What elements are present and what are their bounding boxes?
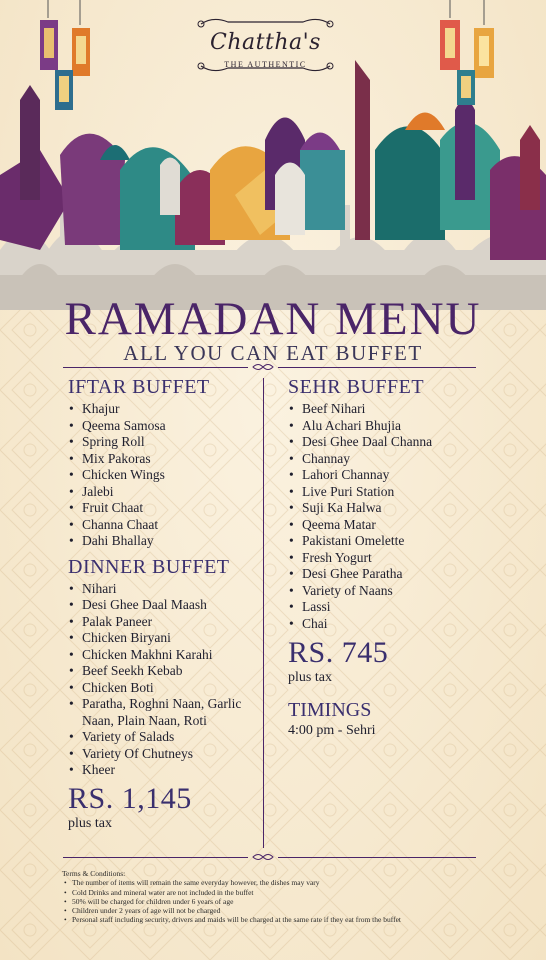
list-item: • Children under 2 years of age will not be charged bbox=[62, 906, 532, 915]
iftar-list bbox=[68, 401, 253, 550]
list-item: • Variety Of Chutneys bbox=[68, 746, 253, 763]
list-item: • Desi Ghee Paratha bbox=[288, 566, 488, 583]
list-item: • Spring Roll bbox=[68, 434, 253, 451]
list-item: • Variety of Naans bbox=[288, 583, 488, 600]
list-item: • Palak Paneer bbox=[68, 614, 253, 631]
list-item: • Pakistani Omelette bbox=[288, 533, 488, 550]
list-item: • 50% will be charged for children under 6 years of age bbox=[62, 897, 532, 906]
page-title: RAMADAN MENU bbox=[64, 293, 482, 345]
timings-heading: TIMINGS bbox=[288, 699, 372, 721]
top-ornament-icon bbox=[252, 362, 274, 372]
list-item: • Desi Ghee Daal Channa bbox=[288, 434, 488, 451]
list-item: • Fruit Chaat bbox=[68, 500, 253, 517]
page-subtitle: ALL YOU CAN EAT BUFFET bbox=[123, 341, 423, 365]
timings-value: 4:00 pm - Sehri bbox=[288, 723, 376, 738]
list-item: • Chai bbox=[288, 616, 488, 633]
list-item: • Suji Ka Halwa bbox=[288, 500, 488, 517]
list-item: • Jalebi bbox=[68, 484, 253, 501]
terms-heading: Terms & Conditions: bbox=[62, 869, 126, 878]
left-column bbox=[68, 375, 253, 832]
list-item: • Cold Drinks and mineral water are not included in the buffet bbox=[62, 888, 532, 897]
dinner-heading: DINNER BUFFET bbox=[68, 555, 230, 578]
brand-logo bbox=[193, 14, 338, 76]
brand-tagline: THE AUTHENTIC bbox=[224, 60, 307, 69]
bottom-ornament-icon bbox=[252, 852, 274, 862]
brand-name: Chattha's bbox=[210, 30, 321, 55]
sehr-price: RS. 745 bbox=[288, 636, 389, 669]
list-item: • Qeema Samosa bbox=[68, 418, 253, 435]
list-item: • Personal staff including security, drivers and maids will be charged at the same rate if they eat from the buffet bbox=[62, 915, 532, 924]
column-divider bbox=[263, 378, 264, 848]
bottom-divider-right bbox=[278, 857, 476, 858]
dinner-price: RS. 1,145 bbox=[68, 781, 192, 815]
terms-section bbox=[62, 869, 532, 925]
right-column bbox=[288, 375, 488, 740]
top-divider-right bbox=[278, 367, 476, 368]
list-item: • Chicken Biryani bbox=[68, 630, 253, 647]
iftar-heading: IFTAR BUFFET bbox=[68, 376, 210, 398]
list-item: • The number of items will remain the same everyday however, the dishes may vary bbox=[62, 878, 532, 887]
list-item: • Chicken Makhni Karahi bbox=[68, 647, 253, 664]
sehr-heading: SEHR BUFFET bbox=[288, 376, 425, 398]
dinner-tax-note: plus tax bbox=[68, 815, 112, 831]
list-item: • Alu Achari Bhujia bbox=[288, 418, 488, 435]
top-divider-left bbox=[63, 367, 248, 368]
list-item: • Lahori Channay bbox=[288, 467, 488, 484]
list-item: • Lassi bbox=[288, 599, 488, 616]
list-item: • Beef Seekh Kebab bbox=[68, 663, 253, 680]
list-item: • Khajur bbox=[68, 401, 253, 418]
list-item: • Paratha, Roghni Naan, Garlic Naan, Plain Naan, Roti bbox=[68, 696, 242, 729]
sehr-tax-note: plus tax bbox=[288, 670, 332, 685]
list-item: • Nihari bbox=[68, 581, 253, 598]
list-item: • Channay bbox=[288, 451, 488, 468]
dinner-list bbox=[68, 581, 253, 779]
list-item: • Desi Ghee Daal Maash bbox=[68, 597, 253, 614]
list-item: • Variety of Salads bbox=[68, 729, 253, 746]
sehr-list bbox=[288, 401, 488, 632]
list-item: • Qeema Matar bbox=[288, 517, 488, 534]
list-item: • Fresh Yogurt bbox=[288, 550, 488, 567]
list-item: • Chicken Wings bbox=[68, 467, 253, 484]
terms-list bbox=[62, 878, 532, 924]
list-item: • Beef Nihari bbox=[288, 401, 488, 418]
list-item: • Kheer bbox=[68, 762, 253, 779]
list-item: • Channa Chaat bbox=[68, 517, 253, 534]
list-item: • Live Puri Station bbox=[288, 484, 488, 501]
list-item: • Dahi Bhallay bbox=[68, 533, 253, 550]
bottom-divider-left bbox=[63, 857, 248, 858]
list-item: • Chicken Boti bbox=[68, 680, 253, 697]
list-item: • Mix Pakoras bbox=[68, 451, 253, 468]
